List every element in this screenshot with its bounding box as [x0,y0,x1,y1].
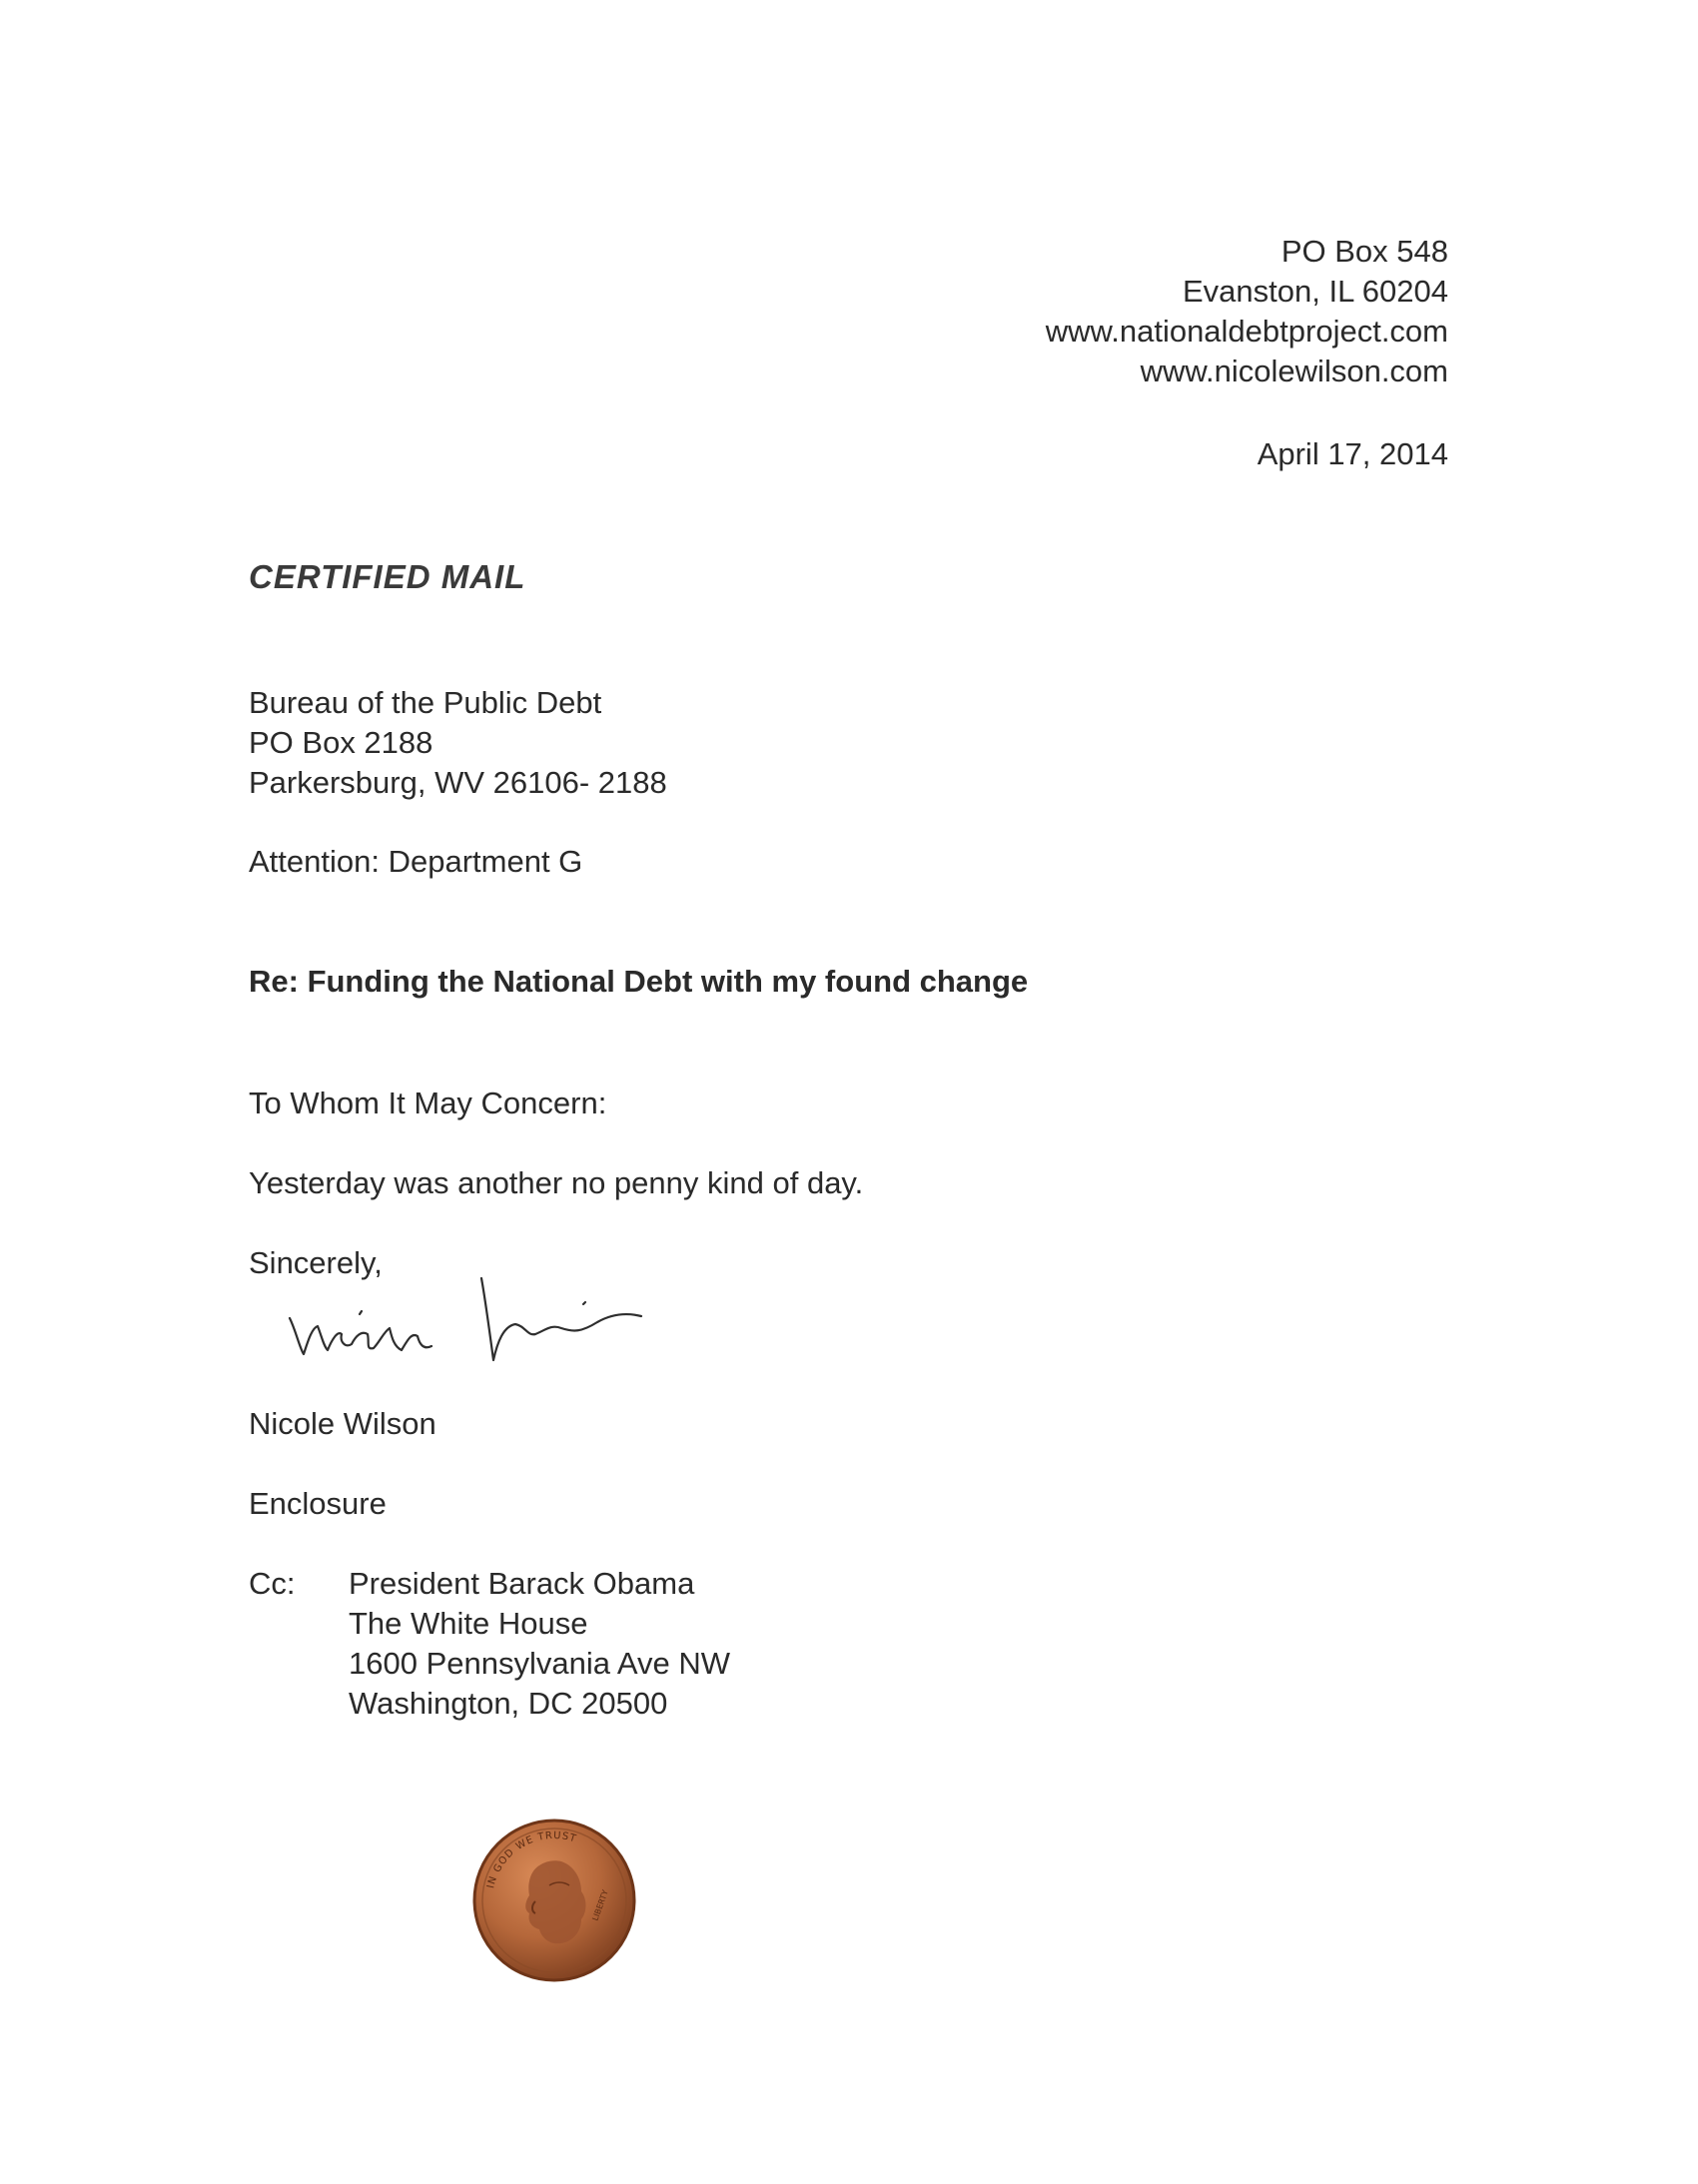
enclosure-note: Enclosure [249,1486,387,1521]
handwritten-signature [282,1270,651,1380]
cc-block [249,1564,730,1724]
salutation: To Whom It May Concern: [249,1086,607,1120]
letter-date: April 17, 2014 [1257,436,1448,471]
delivery-method: CERTIFIED MAIL [249,558,526,595]
closing: Sincerely, [249,1245,383,1280]
sender-city: Evanston, IL 60204 [1183,274,1448,309]
sender-website-project: www.nationaldebtproject.com [1045,314,1448,349]
signer-name: Nicole Wilson [249,1406,436,1441]
cc-recipient-name: President Barack Obama [349,1566,695,1601]
penny-liberty: LIBERTY [590,1888,610,1922]
letter-body: Yesterday was another no penny kind of day. [249,1165,864,1200]
recipient-city: Parkersburg, WV 26106- 2188 [249,765,667,800]
subject-line: Re: Funding the National Debt with my found change [249,964,1029,999]
recipient-po-box: PO Box 2188 [249,725,433,760]
cc-recipient-street: 1600 Pennsylvania Ave NW [349,1646,730,1681]
cc-recipient-city: Washington, DC 20500 [349,1686,668,1721]
sender-address [1046,232,1448,391]
penny-motto: IN GOD WE TRUST [485,1829,578,1890]
sender-website-personal: www.nicolewilson.com [1140,354,1448,388]
cc-recipient-org: The White House [349,1606,588,1641]
attention-line: Attention: Department G [249,844,583,879]
cc-label: Cc: [249,1566,296,1601]
recipient-name: Bureau of the Public Debt [249,685,602,720]
penny-coin-image [469,1816,639,1985]
sender-po-box: PO Box 548 [1280,234,1448,269]
cc-address [349,1564,730,1724]
recipient-address [249,683,667,803]
